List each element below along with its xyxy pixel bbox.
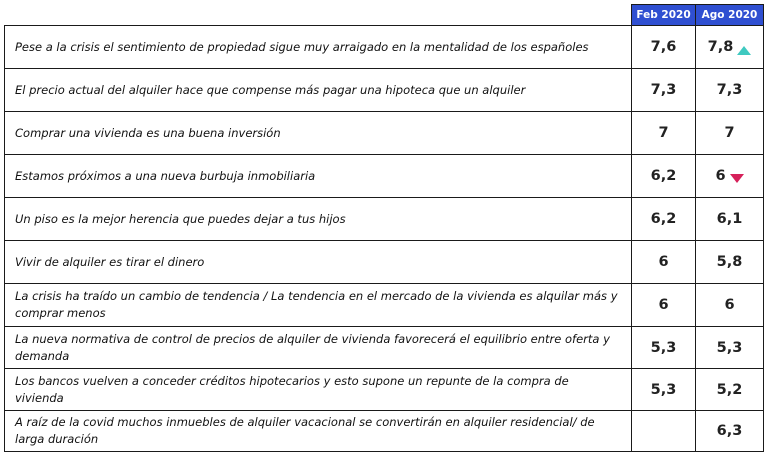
statement-cell: Vivir de alquiler es tirar el dinero	[5, 241, 632, 284]
table-row	[5, 112, 764, 155]
header-blank-cell	[5, 5, 632, 26]
ago-value: 6,1	[696, 198, 764, 241]
opinion-table	[4, 4, 764, 452]
table-row	[5, 327, 764, 369]
trend-up-icon	[737, 46, 751, 55]
table-header	[5, 5, 764, 26]
ago-value: 6	[715, 168, 726, 184]
feb-value: 5,3	[632, 327, 696, 369]
feb-value: 6	[632, 284, 696, 327]
table-row	[5, 411, 764, 452]
statement-cell: A raíz de la covid muchos inmuebles de alquiler vacacional se convertirán en alquiler residencial/ de larga duración	[5, 411, 632, 452]
table-row	[5, 155, 764, 198]
feb-value: 6	[632, 241, 696, 284]
ago-value: 6,3	[696, 411, 764, 452]
table-row	[5, 241, 764, 284]
feb-value: 7	[632, 112, 696, 155]
table-row	[5, 198, 764, 241]
ago-value: 5,3	[696, 327, 764, 369]
table-row	[5, 69, 764, 112]
feb-value: 6,2	[632, 198, 696, 241]
statement-cell: Comprar una vivienda es una buena inversión	[5, 112, 632, 155]
feb-value: 5,3	[632, 369, 696, 411]
statement-cell: Estamos próximos a una nueva burbuja inmobiliaria	[5, 155, 632, 198]
statement-cell: La crisis ha traído un cambio de tendencia / La tendencia en el mercado de la vivienda es alquilar más y comprar menos	[5, 284, 632, 327]
ago-value: 5,8	[696, 241, 764, 284]
feb-value: 6,2	[632, 155, 696, 198]
table-body	[5, 26, 764, 452]
statement-cell: Pese a la crisis el sentimiento de propiedad sigue muy arraigado en la mentalidad de los españoles	[5, 26, 632, 69]
header-feb-2020: Feb 2020	[632, 5, 696, 26]
statement-cell: La nueva normativa de control de precios de alquiler de vivienda favorecerá el equilibrio entre oferta y demanda	[5, 327, 632, 369]
table-row	[5, 26, 764, 69]
feb-value: 7,6	[632, 26, 696, 69]
ago-value: 7,3	[696, 69, 764, 112]
table-row	[5, 369, 764, 411]
statement-cell: Un piso es la mejor herencia que puedes dejar a tus hijos	[5, 198, 632, 241]
table-row	[5, 284, 764, 327]
feb-value: 7,3	[632, 69, 696, 112]
ago-value: 6	[696, 284, 764, 327]
feb-value	[632, 411, 696, 452]
survey-table	[4, 4, 763, 452]
header-ago-2020: Ago 2020	[696, 5, 764, 26]
ago-value: 7	[696, 112, 764, 155]
ago-value-cell	[696, 26, 764, 69]
ago-value: 7,8	[707, 39, 734, 55]
ago-value: 5,2	[696, 369, 764, 411]
ago-value-cell	[696, 155, 764, 198]
trend-down-icon	[730, 174, 744, 183]
statement-cell: Los bancos vuelven a conceder créditos hipotecarios y esto supone un repunte de la compra de vivienda	[5, 369, 632, 411]
statement-cell: El precio actual del alquiler hace que compense más pagar una hipoteca que un alquiler	[5, 69, 632, 112]
